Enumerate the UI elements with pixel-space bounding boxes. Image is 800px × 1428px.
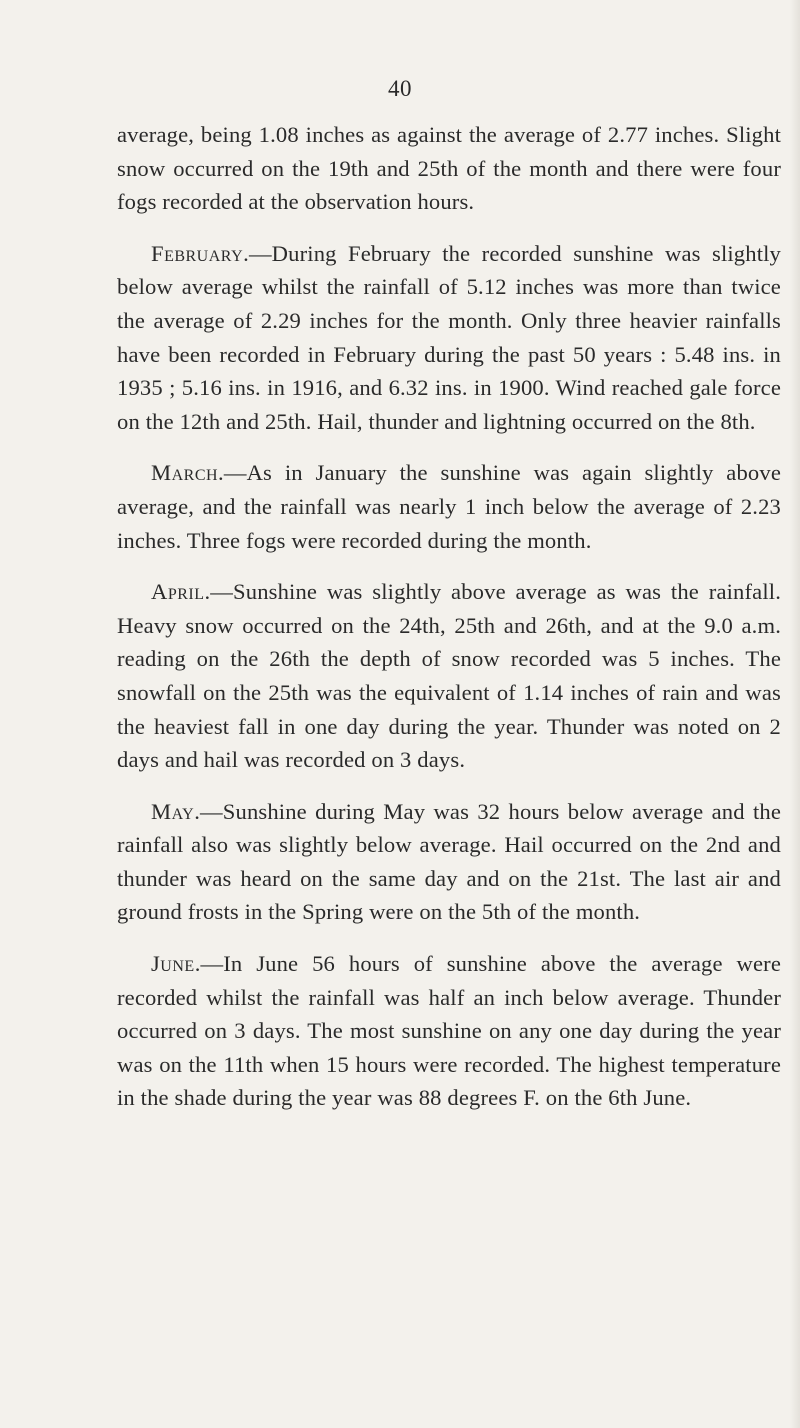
paragraph-text: .—As in January the sunshine was again slightly above average, and the rainfall was nearly 1 inch below the average of 2.23 inches. Three fogs were recorded during the month. (117, 460, 781, 553)
paragraph-text: .—In June 56 hours of sunshine above the average were recorded whilst the rainfall was half an inch below average. Thunder occurred on 3 days. The most sunshine on any one day during the year was on the 11th when 15 hours were recorded. The highest temperature in the shade during the year was 88 degrees F. on the 6th June. (117, 951, 781, 1111)
page-edge-shadow (790, 0, 800, 1428)
paragraph-text: .—Sunshine during May was 32 hours below average and the rainfall also was slightly below average. Hail occurred on the 2nd and thunder was heard on the same day and on the 21st. The last air and ground frosts in the Spring were on the 5th of the month. (117, 798, 781, 925)
month-heading-may: May (151, 798, 195, 824)
page-number: 40 (388, 76, 412, 101)
paragraph-text: .—Sunshine was slightly above average as was the rainfall. Heavy snow occurred on the 24th, 25th and 26th, and at the 9.0 a.m. reading on the 26th the depth of snow recorded was 5 inches. The snowfall on the 25th was the equivalent of 1.14 inches of rain and was the heaviest fall in one day during the year. Thunder was noted on 2 days and hail was recorded on 3 days. (117, 579, 781, 773)
month-heading-june: June (151, 951, 195, 977)
month-heading-april: April (151, 579, 205, 605)
month-heading-february: February (151, 240, 244, 266)
paragraph-april (117, 575, 781, 777)
paragraph-january-continued (117, 118, 781, 219)
month-heading-march: March (151, 460, 219, 486)
paragraph-march (117, 456, 781, 557)
paragraph-february (117, 237, 781, 439)
paragraph-text: average, being 1.08 inches as against the average of 2.77 inches. Slight snow occurred on the 19th and 25th of the month and there were four fogs recorded at the observation hours. (117, 122, 781, 215)
paragraph-june (117, 947, 781, 1115)
body-text (117, 118, 781, 1133)
paragraph-may (117, 795, 781, 929)
paragraph-text: .—During February the recorded sunshine was slightly below average whilst the rainfall of 5.12 inches was more than twice the average of 2.29 inches for the month. Only three heavier rainfalls have been recorded in February during the past 50 years : 5.48 ins. in 1935 ; 5.16 ins. in 1916, and 6.32 ins. in 1900. Wind reached gale force on the 12th and 25th. Hail, thunder and lightning occurred on the 8th. (117, 240, 781, 434)
